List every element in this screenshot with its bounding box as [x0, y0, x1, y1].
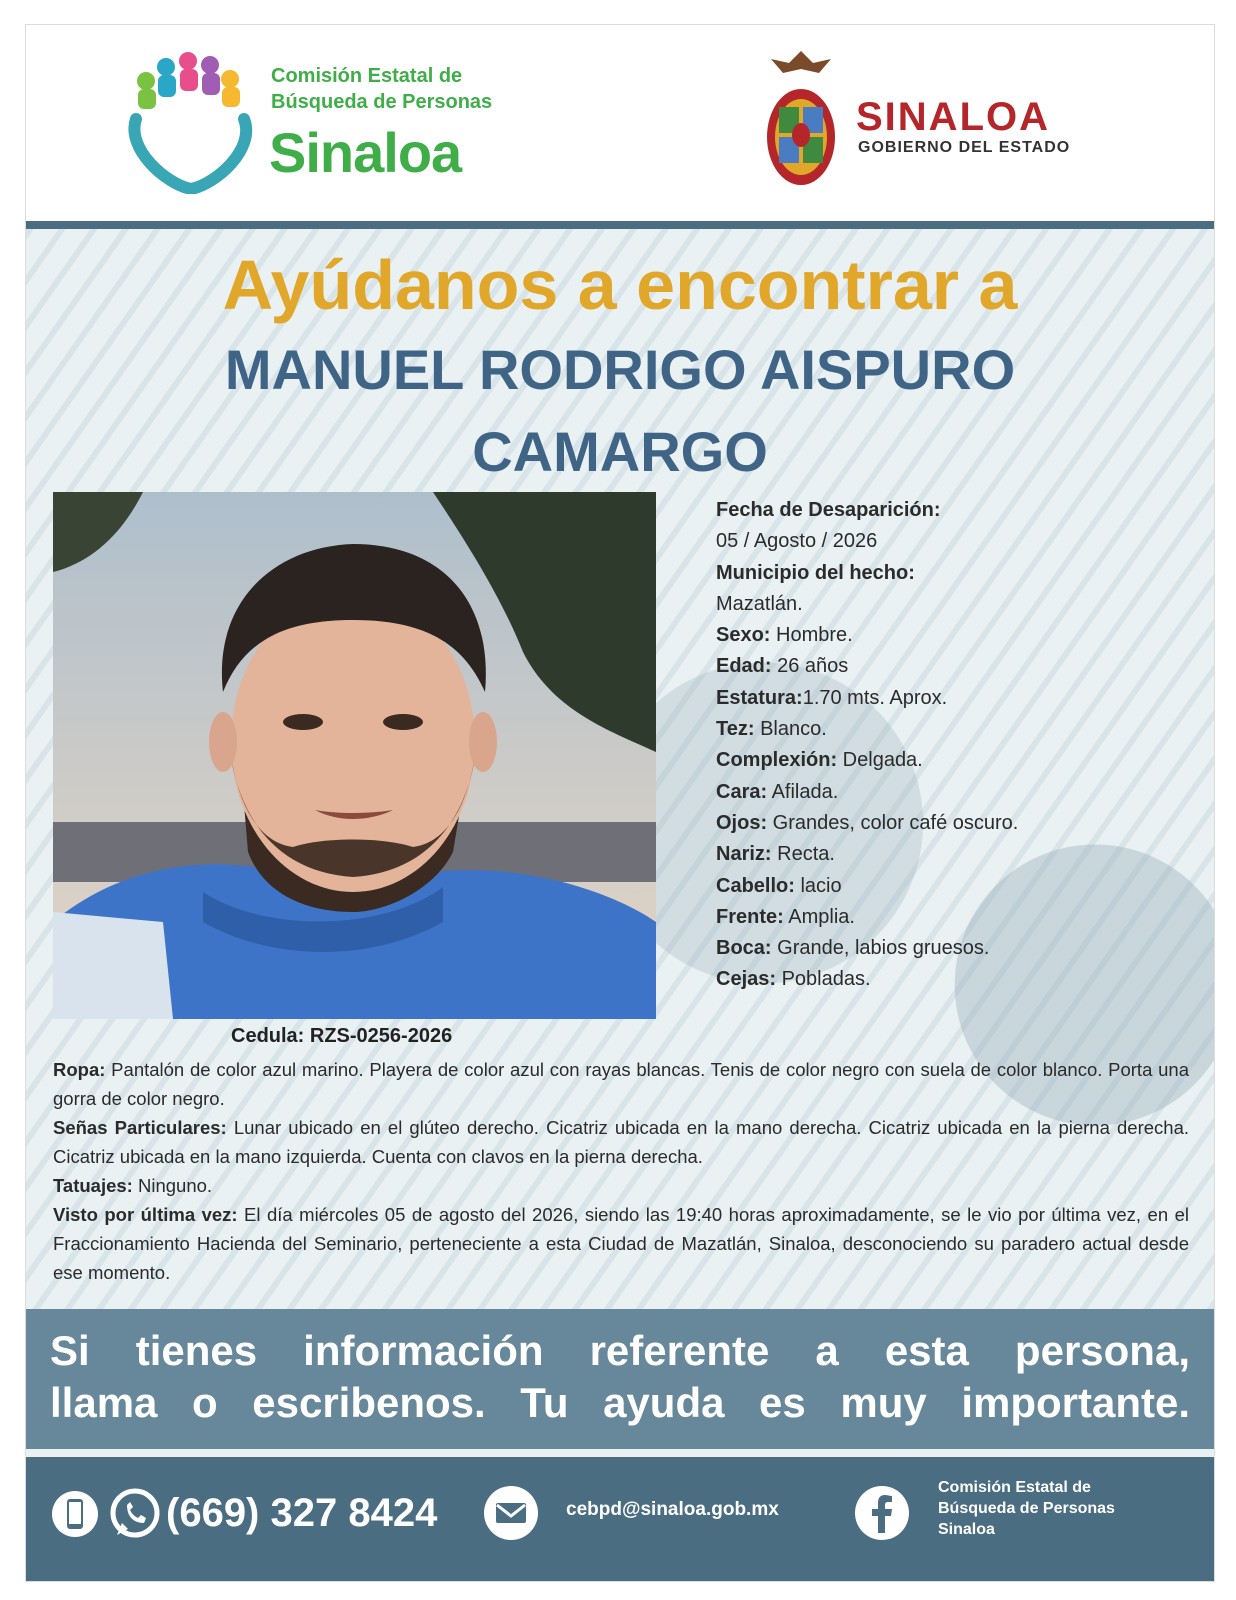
visto-paragraph — [53, 1200, 1189, 1287]
cejas-label: Cejas: — [716, 968, 777, 991]
senas-label: Señas Particulares: — [53, 1117, 227, 1138]
cejas-row — [716, 964, 1186, 995]
complexion-label: Complexión: — [716, 749, 838, 772]
ropa-value: Pantalón de color azul marino. Playera de color azul con rayas blancas. Tenis de color negro con suela de color blanco. Porta una gorra de color negro. — [53, 1059, 1189, 1109]
tez-row — [716, 714, 1186, 745]
fecha-label-row — [716, 495, 1186, 526]
person-details — [716, 495, 1186, 996]
person-name-line1: MANUEL RODRIGO AISPURO — [224, 338, 1016, 401]
cta-line1: Si tienes información referente a esta persona, — [50, 1327, 1190, 1374]
footer-org-line2: Búsqueda de Personas — [938, 1500, 1115, 1517]
boca-row — [716, 933, 1186, 964]
footer-separator — [26, 1449, 1214, 1457]
senas-value: Lunar ubicado en el glúteo derecho. Cicatriz ubicada en la mano derecha. Cicatriz ubicada en la pierna derecha. Cicatriz ubicada en la mano izquierda. Cuenta con clavos en la pierna derecha. — [53, 1117, 1190, 1167]
edad-value: 26 años — [771, 655, 849, 678]
sexo-row — [716, 620, 1186, 651]
tez-label: Tez: — [716, 718, 755, 741]
cabello-row — [716, 871, 1186, 902]
person-name-line2: CAMARGO — [472, 420, 768, 483]
cebp-name-line2: Búsqueda de Personas — [271, 91, 493, 113]
frente-value: Amplia. — [783, 905, 855, 928]
fecha-label: Fecha de Desaparición: — [716, 499, 941, 521]
nariz-label: Nariz: — [716, 843, 772, 866]
call-to-action-band — [26, 1309, 1214, 1449]
person-photo — [53, 492, 656, 1019]
senas-paragraph — [53, 1113, 1189, 1171]
header-divider — [26, 221, 1214, 229]
cara-label: Cara: — [716, 780, 768, 803]
phone-icon — [50, 1489, 100, 1539]
cedula-number: Cedula: RZS-0256-2026 — [231, 1025, 453, 1047]
ojos-label: Ojos: — [716, 811, 768, 834]
whatsapp-icon[interactable] — [108, 1487, 162, 1541]
phone-number[interactable]: (669) 327 8424 — [166, 1491, 438, 1535]
complexion-value: Delgada. — [837, 749, 923, 772]
ojos-value: Grandes, color café oscuro. — [767, 811, 1019, 834]
footer-org-name — [938, 1477, 1115, 1540]
facebook-icon[interactable] — [854, 1485, 910, 1541]
visto-label: Visto por última vez: — [53, 1204, 238, 1225]
ropa-paragraph — [53, 1055, 1189, 1113]
header — [26, 25, 1214, 221]
municipio-value: Mazatlán. — [716, 592, 803, 615]
tatuajes-label: Tatuajes: — [53, 1175, 133, 1196]
ropa-label: Ropa: — [53, 1059, 106, 1080]
cara-row — [716, 777, 1186, 808]
gov-title: SINALOA — [856, 95, 1050, 139]
boca-value: Grande, labios gruesos. — [771, 937, 990, 960]
frente-row — [716, 902, 1186, 933]
tez-value: Blanco. — [754, 718, 827, 741]
boca-label: Boca: — [716, 937, 772, 960]
footer-org-line3: Sinaloa — [938, 1521, 995, 1538]
mail-icon[interactable] — [483, 1485, 539, 1541]
tatuajes-value: Ninguno. — [132, 1175, 213, 1196]
cejas-value: Pobladas. — [776, 968, 871, 991]
estatura-row — [716, 683, 1186, 714]
sinaloa-shield-icon — [761, 49, 841, 189]
cebp-name-line3: Sinaloa — [269, 121, 462, 184]
nariz-row — [716, 839, 1186, 870]
nariz-value: Recta. — [771, 843, 835, 866]
search-poster — [25, 24, 1215, 1582]
footer-org-line1: Comisión Estatal de — [938, 1479, 1091, 1496]
edad-row — [716, 651, 1186, 682]
email-address[interactable]: cebpd@sinaloa.gob.mx — [566, 1499, 779, 1520]
fecha-value: 05 / Agosto / 2026 — [716, 530, 878, 553]
contact-footer — [26, 1457, 1214, 1581]
frente-label: Frente: — [716, 905, 784, 928]
municipio-label-row — [716, 558, 1186, 589]
cabello-label: Cabello: — [716, 874, 795, 897]
description — [53, 1055, 1189, 1287]
cabello-value: lacio — [794, 874, 842, 897]
cebp-name-line1: Comisión Estatal de — [271, 65, 463, 87]
complexion-row — [716, 745, 1186, 776]
visto-value: El día miércoles 05 de agosto del 2026, siendo las 19:40 horas aproximadamente, se le vio por última vez, en el Fraccionamiento Hacienda del Seminario, perteneciente a esta Ciudad de Mazatlán, Sinaloa, desconociendo su paradero actual desde ese momento. — [53, 1204, 1189, 1283]
cara-value: Afilada. — [767, 780, 839, 803]
municipio-label: Municipio del hecho: — [716, 561, 915, 584]
ojos-row — [716, 808, 1186, 839]
gov-subtitle: GOBIERNO DEL ESTADO — [858, 139, 1071, 156]
tatuajes-paragraph — [53, 1171, 1189, 1200]
estatura-value: 1.70 mts. Aprox. — [802, 686, 948, 709]
estatura-label: Estatura: — [716, 686, 803, 709]
cta-line2: llama o escribenos. Tu ayuda es muy importante. — [50, 1379, 1190, 1426]
sexo-value: Hombre. — [770, 624, 853, 647]
cebp-heart-logo — [126, 49, 256, 194]
edad-label: Edad: — [716, 655, 772, 678]
sexo-label: Sexo: — [716, 624, 771, 647]
headline: Ayúdanos a encontrar a — [222, 246, 1018, 324]
